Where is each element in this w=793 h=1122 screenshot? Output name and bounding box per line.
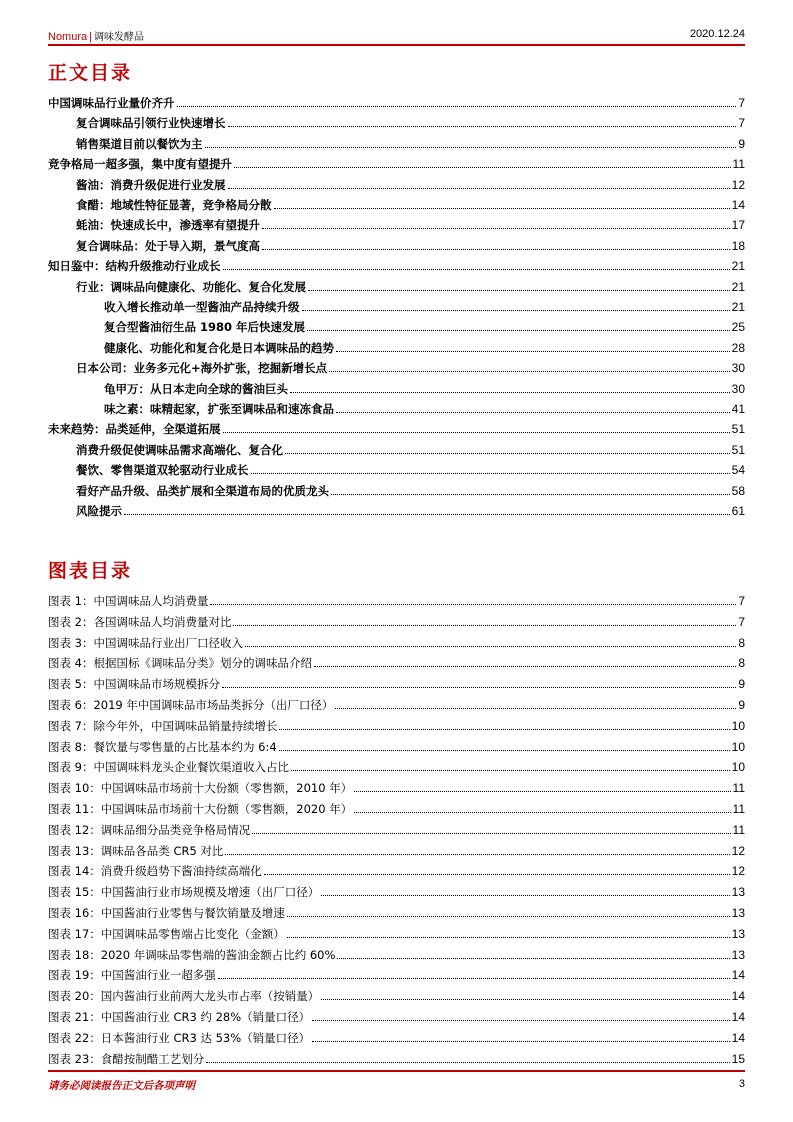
toc-entry-title: 知日鉴中：结构升级推动行业成长: [48, 259, 221, 274]
toc-entry[interactable]: [104, 378, 745, 396]
toc-entry[interactable]: [76, 133, 745, 151]
toc-entry[interactable]: [76, 235, 745, 253]
figure-entry-title: 图表 12：调味品细分品类竞争格局情况: [48, 822, 251, 837]
toc-entry-page: 54: [731, 463, 745, 478]
figure-entry-page: 11: [732, 802, 745, 816]
toc-entry-title: 中国调味品行业量价齐升: [48, 96, 175, 110]
dot-leader: [336, 351, 730, 352]
dot-leader: [210, 604, 736, 605]
figure-entry[interactable]: [48, 673, 745, 691]
figure-entry[interactable]: [48, 819, 745, 837]
dot-leader: [223, 269, 730, 270]
toc-entry[interactable]: [76, 500, 745, 518]
figure-entry-title: 图表 1：中国调味品人均消费量: [48, 594, 209, 608]
report-date: 2020.12.24: [689, 28, 745, 40]
figure-entry-title: 图表 6：2019 年中国调味品市场品类拆分（出厂口径）: [48, 698, 334, 712]
toc-entry-page: 14: [731, 198, 745, 212]
figure-entry[interactable]: [48, 985, 745, 1003]
figure-entry-title: 图表 16：中国酱油行业零售与餐饮销量及增速: [48, 906, 285, 920]
toc-entry[interactable]: [76, 439, 745, 457]
toc-entry[interactable]: [48, 92, 745, 110]
brand: [48, 28, 144, 43]
toc-entry-title: 复合型酱油衍生品 1980 年后快速发展: [104, 320, 306, 335]
brand-separator: |: [89, 31, 92, 43]
dot-leader: [264, 874, 730, 875]
figure-entry[interactable]: [48, 590, 745, 608]
toc-entry-title: 销售渠道目前以餐饮为主: [76, 136, 203, 151]
dot-leader: [225, 854, 729, 855]
figure-entry-page: 14: [731, 989, 745, 1004]
toc-entry-page: 28: [731, 340, 745, 355]
figure-entry-page: 7: [738, 594, 745, 608]
figure-entry-page: 14: [731, 1010, 745, 1024]
dot-leader: [321, 999, 729, 1000]
figure-entry-page: 10: [731, 739, 745, 754]
dot-leader: [274, 208, 730, 209]
toc-entry-title: 蚝油：快速成长中，渗透率有望提升: [76, 218, 260, 233]
toc-entry-title: 竞争格局一超多强，集中度有望提升: [48, 157, 232, 172]
dot-leader: [337, 958, 729, 959]
toc-entry[interactable]: [76, 112, 745, 130]
figure-entry-title: 图表 2：各国调味品人均消费量对比: [48, 614, 232, 629]
toc-entry[interactable]: [104, 296, 745, 314]
dot-leader: [312, 1020, 729, 1021]
figure-entry[interactable]: [48, 632, 745, 650]
figure-entry-title: 图表 9：中国调味料龙头企业餐饮渠道收入占比: [48, 760, 289, 775]
page-number: 3: [738, 1078, 745, 1090]
figure-entry[interactable]: [48, 611, 745, 629]
figure-entry-page: 10: [731, 718, 745, 733]
figure-entry-title: 图表 17：中国调味品零售端占比变化（金额）: [48, 926, 285, 941]
figure-entry[interactable]: [48, 860, 745, 878]
toc-entry-page: 30: [731, 361, 745, 376]
figure-entry[interactable]: [48, 923, 745, 941]
figure-entry-page: 13: [731, 926, 745, 941]
dot-leader: [291, 770, 730, 771]
dot-leader: [124, 514, 730, 515]
page-footer: [48, 1070, 745, 1092]
figure-entry-title: 图表 21：中国酱油行业 CR3 约 28%（销量口径）: [48, 1010, 311, 1024]
toc-entry-page: 11: [732, 157, 745, 172]
dot-leader: [307, 330, 730, 331]
figure-entry-page: 8: [738, 635, 745, 650]
page-header: [48, 26, 745, 46]
toc-entry-title: 健康化、功能化和复合化是日本调味品的趋势: [104, 340, 334, 355]
figure-entry[interactable]: [48, 1027, 745, 1045]
dot-leader: [336, 412, 730, 413]
figure-entry-title: 图表 4：根据国标《调味品分类》划分的调味品介绍: [48, 656, 312, 671]
toc-entry[interactable]: [48, 255, 745, 273]
toc-entry[interactable]: [76, 174, 745, 192]
figure-entry-title: 图表 23：食醋按制醋工艺划分: [48, 1051, 205, 1066]
figure-entry-title: 图表 20：国内酱油行业前两大龙头市占率（按销量）: [48, 989, 320, 1004]
toc-entry-page: 12: [731, 177, 745, 192]
toc-entry-page: 7: [738, 116, 745, 131]
dot-leader: [354, 791, 730, 792]
figure-entry-page: 13: [731, 906, 745, 920]
dot-leader: [287, 937, 730, 938]
figure-entry-page: 10: [731, 760, 745, 775]
dot-leader: [205, 147, 737, 148]
toc-entry[interactable]: [76, 357, 745, 375]
dot-leader: [287, 916, 730, 917]
figure-entry-title: 图表 11：中国调味品市场前十大份额（零售额，2020 年）: [48, 802, 353, 816]
toc-entry-page: 17: [731, 218, 745, 233]
figure-entry-title: 图表 18：2020 年调味品零售端的酱油金额占比约 60%: [48, 947, 336, 962]
dot-leader: [302, 310, 730, 311]
toc-entry-title: 龟甲万：从日本走向全球的酱油巨头: [104, 381, 288, 396]
toc-entry-page: 21: [731, 279, 745, 294]
toc-entry[interactable]: [76, 194, 745, 212]
figure-entry[interactable]: [48, 902, 745, 920]
dot-leader: [245, 646, 736, 647]
toc-entry[interactable]: [76, 459, 745, 477]
figure-entry-page: 14: [731, 1030, 745, 1045]
toc-entry[interactable]: [76, 276, 745, 294]
disclaimer-note: 请务必阅读报告正文后各项声明: [48, 1080, 195, 1092]
toc-entry-title: 风险提示: [76, 504, 122, 518]
dot-leader: [329, 371, 730, 372]
toc-title: 正文目录: [48, 62, 133, 84]
dot-leader: [177, 106, 737, 107]
toc-entry-page: 41: [731, 402, 745, 416]
figure-entry[interactable]: [48, 944, 745, 962]
dot-leader: [228, 126, 737, 127]
toc-entry-title: 收入增长推动单一型酱油产品持续升级: [104, 300, 300, 314]
figure-entry-page: 12: [731, 864, 745, 879]
figure-entry[interactable]: [48, 964, 745, 982]
toc-entry[interactable]: [104, 337, 745, 355]
figure-entry[interactable]: [48, 1006, 745, 1024]
figure-entry-page: 9: [738, 698, 745, 712]
dot-leader: [262, 228, 730, 229]
toc-entry-page: 58: [731, 483, 745, 498]
toc-entry[interactable]: [104, 398, 745, 416]
toc-entry-page: 51: [731, 422, 745, 437]
dot-leader: [222, 687, 736, 688]
figures-title: 图表目录: [48, 560, 133, 582]
dot-leader: [290, 392, 730, 393]
figure-entry-page: 9: [738, 677, 745, 692]
dot-leader: [252, 833, 730, 834]
toc-entry-title: 未来趋势：品类延伸，全渠道拓展: [48, 422, 221, 437]
dot-leader: [308, 290, 730, 291]
figure-entry-page: 11: [732, 781, 745, 796]
figure-entry[interactable]: [48, 840, 745, 858]
dot-leader: [223, 432, 730, 433]
toc-entry-page: 51: [731, 442, 745, 457]
figure-entry-title: 图表 8：餐饮量与零售量的占比基本约为 6:4: [48, 739, 277, 754]
figure-entry-page: 11: [732, 822, 745, 837]
toc-entry-title: 餐饮、零售渠道双轮驱动行业成长: [76, 463, 249, 478]
toc-entry[interactable]: [48, 153, 745, 171]
toc-entry-title: 酱油：消费升级促进行业发展: [76, 177, 226, 192]
brand-name: Nomura: [48, 31, 88, 43]
dot-leader: [262, 249, 730, 250]
toc-entry[interactable]: [76, 480, 745, 498]
dot-leader: [228, 188, 730, 189]
figure-entry[interactable]: [48, 736, 745, 754]
toc-entry-page: 9: [738, 136, 745, 151]
toc-entry[interactable]: [76, 214, 745, 232]
dot-leader: [321, 895, 729, 896]
figure-entry-title: 图表 3：中国调味品行业出厂口径收入: [48, 635, 243, 650]
figure-entry-title: 图表 10：中国调味品市场前十大份额（零售额，2010 年）: [48, 781, 353, 796]
figure-entry-page: 14: [731, 968, 745, 983]
figure-entry[interactable]: [48, 756, 745, 774]
toc-entry[interactable]: [104, 316, 745, 334]
figure-entry[interactable]: [48, 694, 745, 712]
figure-entry-title: 图表 5：中国调味品市场规模拆分: [48, 677, 220, 692]
toc-entry-title: 复合调味品：处于导入期，景气度高: [76, 238, 260, 253]
dot-leader: [279, 729, 729, 730]
toc-entry-title: 行业：调味品向健康化、功能化、复合化发展: [76, 279, 306, 294]
figure-entry[interactable]: [48, 777, 745, 795]
toc-entry-title: 日本公司：业务多元化+海外扩张，挖掘新增长点: [76, 361, 328, 376]
figure-entry-title: 图表 15：中国酱油行业市场规模及增速（出厂口径）: [48, 885, 320, 900]
figure-entry-page: 7: [738, 614, 745, 629]
figure-entry-page: 15: [731, 1051, 745, 1066]
figure-entry-page: 12: [731, 843, 745, 858]
brand-subtitle: 调味发酵品: [93, 32, 144, 43]
figure-entry-page: 8: [738, 656, 745, 671]
toc-entry-page: 25: [731, 320, 745, 335]
toc-entry-page: 21: [731, 300, 745, 314]
toc-entry-page: 30: [731, 381, 745, 396]
figure-entry[interactable]: [48, 715, 745, 733]
dot-leader: [312, 1041, 729, 1042]
figure-entry-page: 13: [731, 947, 745, 962]
figure-entry[interactable]: [48, 881, 745, 899]
figure-entry[interactable]: [48, 798, 745, 816]
toc-entry-page: 18: [731, 238, 745, 253]
figure-entry-title: 图表 22：日本酱油行业 CR3 达 53%（销量口径）: [48, 1030, 311, 1045]
dot-leader: [314, 666, 736, 667]
figure-entry-title: 图表 14：消费升级趋势下酱油持续高端化: [48, 864, 262, 879]
figure-entry-title: 图表 7：除今年外，中国调味品销量持续增长: [48, 718, 278, 733]
dot-leader: [354, 812, 730, 813]
toc-entry-title: 食醋：地域性特征显著，竞争格局分散: [76, 198, 272, 212]
figure-entry[interactable]: [48, 652, 745, 670]
dot-leader: [206, 1062, 729, 1063]
toc-entry-title: 看好产品升级、品类扩展和全渠道布局的优质龙头: [76, 483, 329, 498]
figure-entry-title: 图表 13：调味品各品类 CR5 对比: [48, 843, 224, 858]
toc-entry-title: 味之素：味精起家，扩张至调味品和速冻食品: [104, 402, 334, 416]
dot-leader: [251, 473, 730, 474]
figure-entry-page: 13: [731, 885, 745, 900]
dot-leader: [331, 494, 730, 495]
toc-entry-page: 21: [731, 259, 745, 274]
dot-leader: [218, 978, 730, 979]
dot-leader: [279, 750, 730, 751]
toc-entry-title: 消费升级促使调味品需求高端化、复合化: [76, 442, 283, 457]
toc-entry-page: 7: [738, 96, 745, 110]
figure-entry[interactable]: [48, 1048, 745, 1066]
toc-entry-page: 61: [731, 504, 745, 518]
toc-entry[interactable]: [48, 418, 745, 436]
dot-leader: [233, 625, 736, 626]
dot-leader: [234, 167, 731, 168]
figure-entry-title: 图表 19：中国酱油行业一超多强: [48, 968, 216, 983]
dot-leader: [335, 708, 736, 709]
toc-entry-title: 复合调味品引领行业快速增长: [76, 116, 226, 131]
dot-leader: [285, 453, 730, 454]
